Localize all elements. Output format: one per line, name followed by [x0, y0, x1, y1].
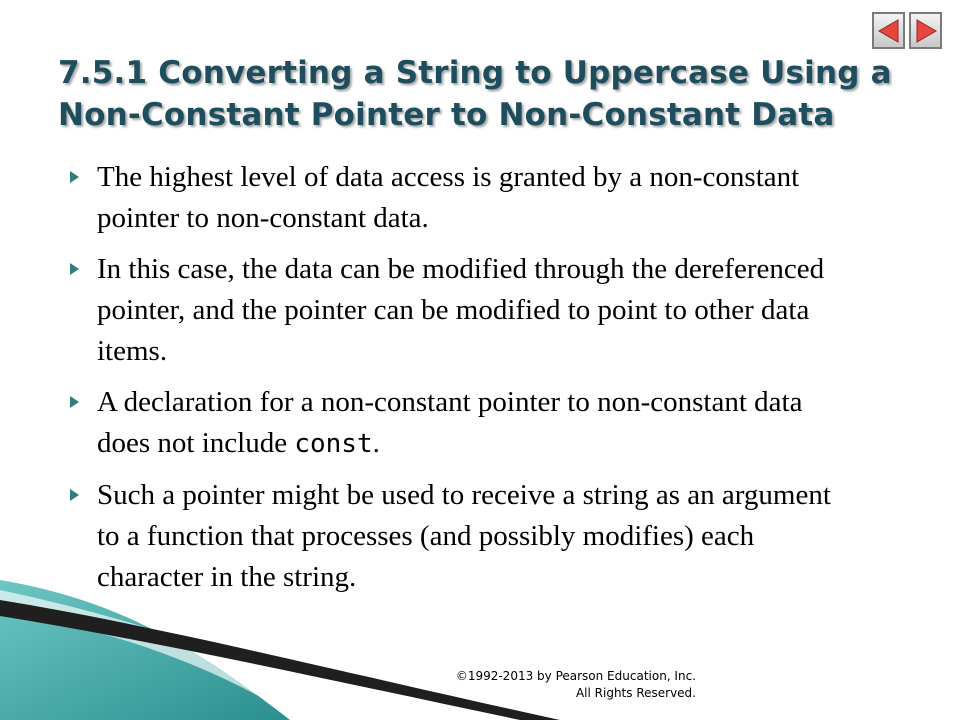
bullet-text: Such a pointer might be used to receive a string as an argument to a function that processes (and possibly modifies) each character in the string.	[97, 479, 831, 593]
slide-title	[58, 52, 918, 136]
bullet-list	[70, 157, 860, 608]
copyright-line-1: ©1992-2013 by Pearson Education, Inc.	[455, 669, 696, 683]
bullet-item	[70, 382, 860, 465]
bullet-text: The highest level of data access is granted by a non-constant pointer to non-constant data.	[97, 161, 800, 234]
bullet-marker-icon	[70, 489, 79, 501]
bullet-text: A declaration for a non-constant pointer to non-constant data does not include	[97, 386, 803, 459]
copyright-line-2: All Rights Reserved.	[575, 686, 696, 700]
copyright-notice	[440, 668, 696, 702]
code-keyword: const	[294, 429, 373, 459]
bullet-marker-icon	[70, 396, 79, 408]
left-triangle-icon	[877, 18, 901, 44]
right-triangle-icon	[914, 18, 938, 44]
bullet-text: In this case, the data can be modified through the dereferenced pointer, and the pointer can be modified to point to other data items.	[97, 253, 825, 367]
bullet-item	[70, 157, 860, 239]
previous-slide-button[interactable]	[872, 12, 905, 49]
bullet-marker-icon	[70, 263, 79, 275]
bullet-item	[70, 249, 860, 372]
next-slide-button[interactable]	[909, 12, 942, 49]
slide-navigation	[872, 12, 942, 49]
bullet-marker-icon	[70, 171, 79, 183]
bullet-text-end: .	[372, 427, 380, 459]
slide-title-line-2: Non-Constant Pointer to Non-Constant Data	[58, 97, 835, 133]
slide-title-line-1: 7.5.1 Converting a String to Uppercase Using a	[58, 55, 892, 91]
